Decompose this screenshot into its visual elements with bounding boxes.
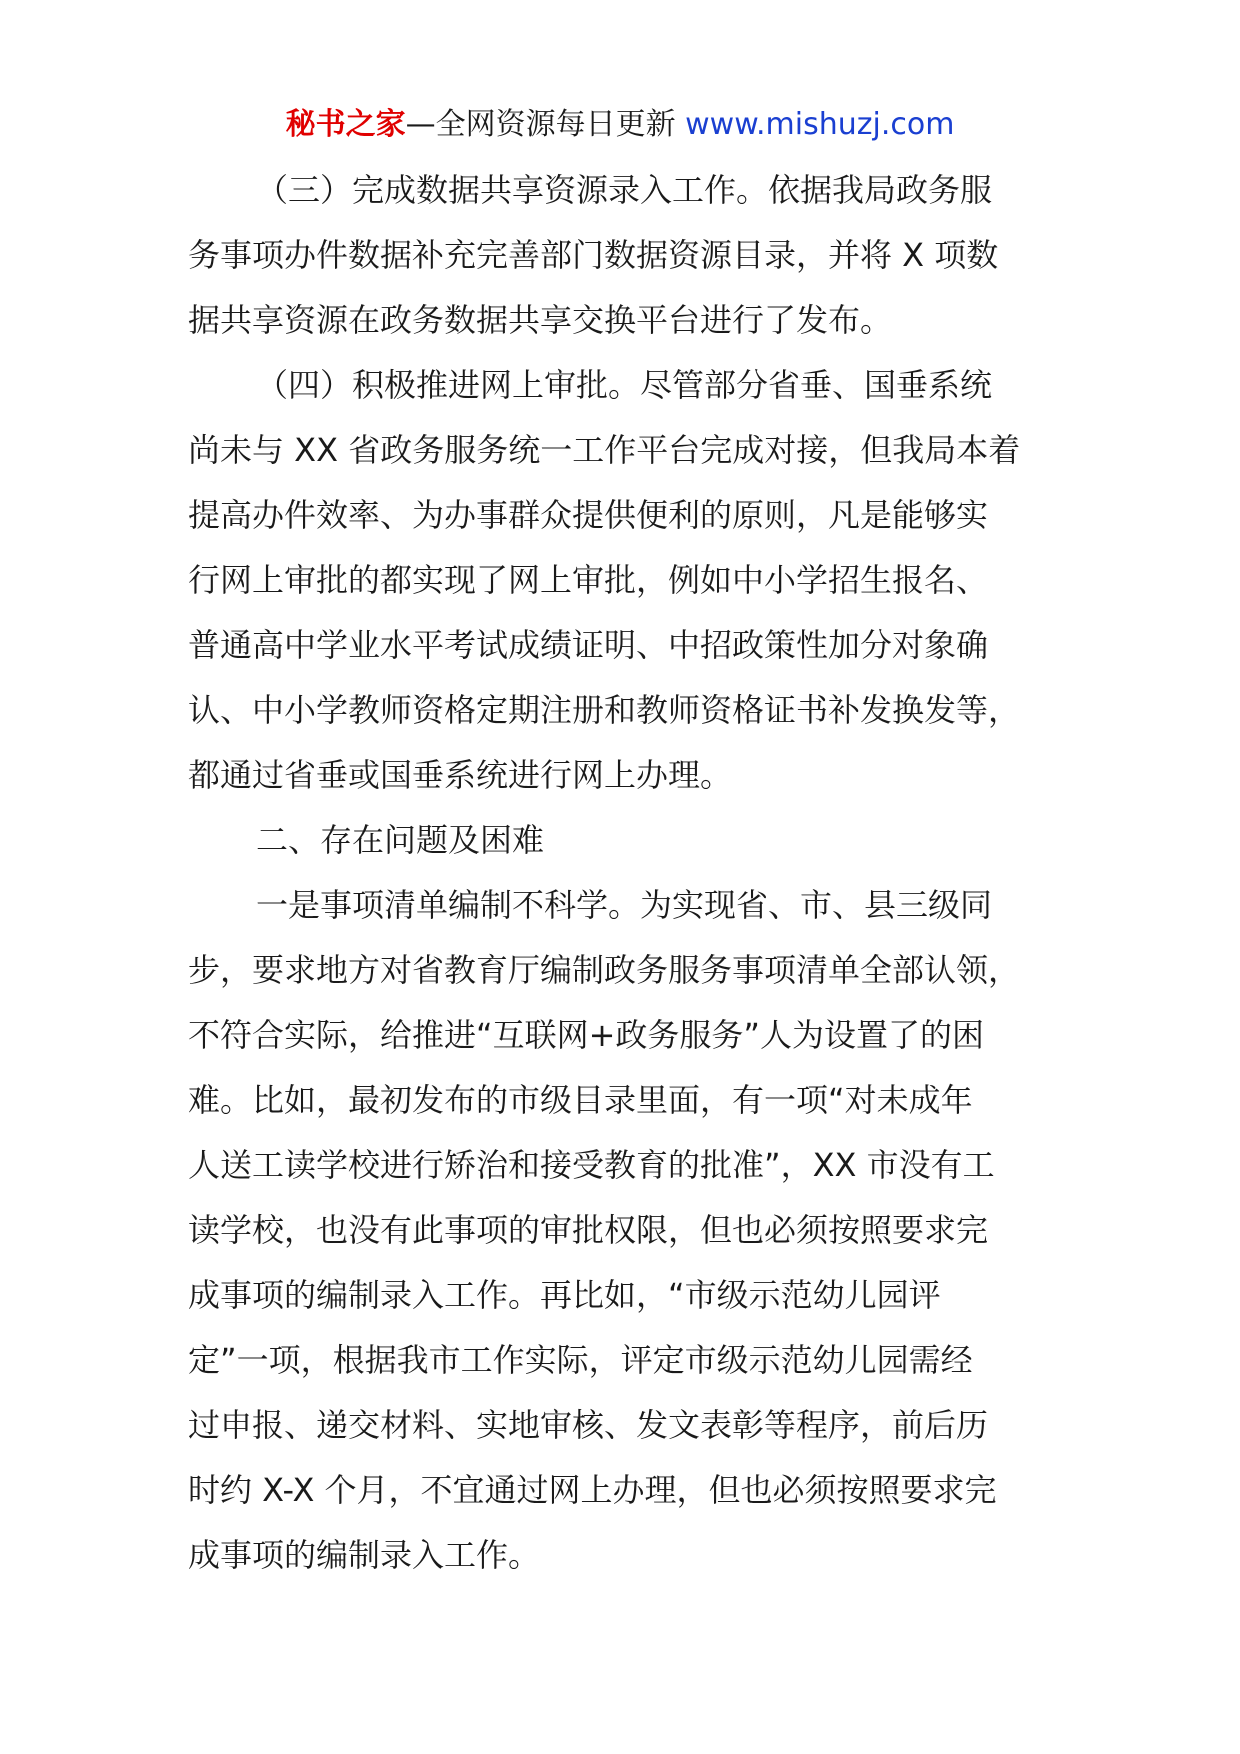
text-line: 定”一项，根据我市工作实际，评定市级示范幼儿园需经 bbox=[188, 1341, 973, 1379]
text-line: 认、中小学教师资格定期注册和教师资格证书补发换发等， bbox=[188, 691, 1021, 729]
text-line: 不符合实际，给推进“互联网+政务服务”人为设置了的困 bbox=[188, 1016, 984, 1054]
text-line: 时约 X-X 个月，不宜通过网上办理，但也必须按照要求完 bbox=[188, 1471, 997, 1509]
text-line: （四）积极推进网上审批。尽管部分省垂、国垂系统 bbox=[256, 366, 993, 404]
text-line: 难。比如，最初发布的市级目录里面，有一项“对未成年 bbox=[188, 1081, 973, 1119]
text-line: 务事项办件数据补充完善部门数据资源目录，并将 X 项数 bbox=[188, 236, 999, 274]
text-line: 一是事项清单编制不科学。为实现省、市、县三级同 bbox=[256, 886, 993, 924]
text-line: 普通高中学业水平考试成绩证明、中招政策性加分对象确 bbox=[188, 626, 989, 664]
text-line: 尚未与 XX 省政务服务统一工作平台完成对接，但我局本着 bbox=[188, 431, 1021, 469]
text-line: 人送工读学校进行矫治和接受教育的批准”，XX 市没有工 bbox=[188, 1146, 995, 1184]
text-line: 过申报、递交材料、实地审核、发文表彰等程序，前后历 bbox=[188, 1406, 989, 1444]
text-line: 据共享资源在政务数据共享交换平台进行了发布。 bbox=[188, 301, 893, 339]
page-header bbox=[0, 100, 1240, 150]
document-body bbox=[188, 158, 1068, 1588]
text-line: 提高办件效率、为办事群众提供便利的原则，凡是能够实 bbox=[188, 496, 989, 534]
text-line: 都通过省垂或国垂系统进行网上办理。 bbox=[188, 756, 733, 794]
section-heading: 二、存在问题及困难 bbox=[256, 821, 545, 859]
text-line: （三）完成数据共享资源录入工作。依据我局政务服 bbox=[256, 171, 993, 209]
text-line: 成事项的编制录入工作。 bbox=[188, 1536, 541, 1574]
website-url[interactable]: www.mishuzj.com bbox=[685, 107, 955, 142]
text-line: 成事项的编制录入工作。再比如，“市级示范幼儿园评 bbox=[188, 1276, 941, 1314]
text-line: 步，要求地方对省教育厅编制政务服务事项清单全部认领， bbox=[188, 951, 1021, 989]
brand-name: 秘书之家 bbox=[285, 107, 406, 142]
text-line: 行网上审批的都实现了网上审批，例如中小学招生报名、 bbox=[188, 561, 989, 599]
text-line: 读学校，也没有此事项的审批权限，但也必须按照要求完 bbox=[188, 1211, 989, 1249]
header-tagline: —全网资源每日更新 bbox=[405, 107, 676, 142]
